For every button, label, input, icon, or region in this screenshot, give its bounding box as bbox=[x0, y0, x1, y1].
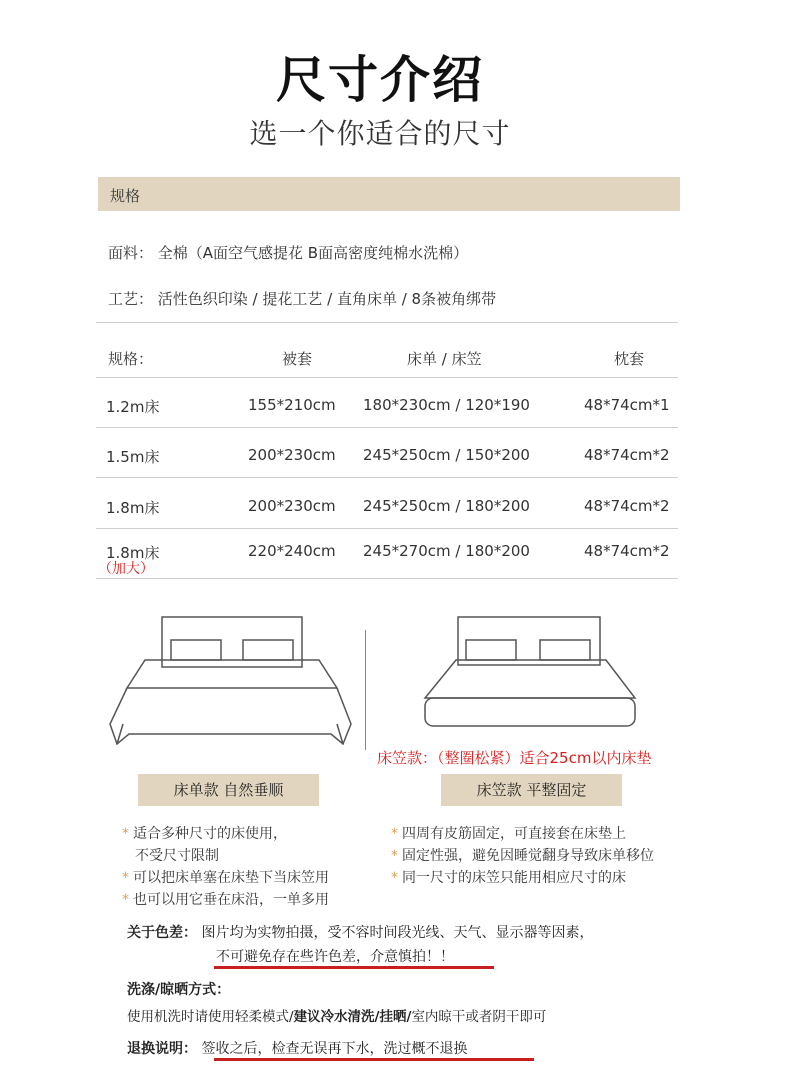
spec-header-bar bbox=[98, 177, 680, 211]
flat-sheet-bed-illustration bbox=[105, 612, 355, 752]
return-underline bbox=[214, 1058, 534, 1061]
color-note-label: 关于色差： bbox=[127, 925, 197, 941]
fitted-sheet-caption: 床笠款 平整固定 bbox=[441, 774, 622, 806]
flat-sheet-caption: 床单款 自然垂顺 bbox=[138, 774, 319, 806]
list-item: * 同一尺寸的床笠只能用相应尺寸的床 bbox=[391, 870, 626, 886]
list-item: * 固定性强，避免因睡觉翻身导致床单移位 bbox=[391, 848, 654, 864]
color-note bbox=[127, 922, 593, 942]
row-duvet: 200*230cm bbox=[248, 497, 336, 515]
table-header-sheet: 床单 / 床笠 bbox=[407, 350, 482, 368]
return-text: 签收之后，检查无误再下水，洗过概不退换 bbox=[201, 1041, 468, 1057]
list-item: 不受尺寸限制 bbox=[135, 848, 219, 864]
row-size: 1.5m床 bbox=[106, 448, 160, 466]
row-pillow: 48*74cm*1 bbox=[584, 396, 670, 414]
fabric-info: 面料： 全棉（A面空气感提花 B面高密度纯棉水洗棉） bbox=[108, 244, 469, 262]
asterisk-icon: * bbox=[391, 826, 398, 842]
fitted-sheet-bed-illustration bbox=[420, 612, 645, 732]
asterisk-icon: * bbox=[391, 870, 398, 886]
row-size-note: （加大） bbox=[98, 561, 154, 577]
divider bbox=[96, 477, 678, 478]
row-sheet: 180*230cm / 120*190 bbox=[363, 396, 530, 414]
list-item: * 也可以用它垂在床沿，一单多用 bbox=[122, 892, 329, 908]
page-title: 尺寸介绍 bbox=[276, 51, 484, 109]
divider bbox=[365, 630, 366, 750]
row-size: 1.8m床 bbox=[106, 544, 160, 562]
fitted-sheet-note: 床笠款：（整圈松紧）适合25cm以内床垫 bbox=[377, 749, 652, 767]
row-duvet: 155*210cm bbox=[248, 396, 336, 414]
color-note-text: 图片均为实物拍摄，受不容时间段光线、天气、显示器等因素， bbox=[201, 925, 594, 941]
row-pillow: 48*74cm*2 bbox=[584, 497, 670, 515]
row-size: 1.8m床 bbox=[106, 499, 160, 517]
row-pillow: 48*74cm*2 bbox=[584, 542, 670, 560]
wash-label: 洗涤/晾晒方式： bbox=[127, 982, 231, 998]
divider bbox=[96, 427, 678, 428]
divider bbox=[96, 377, 678, 378]
return-label: 退换说明： bbox=[127, 1041, 197, 1057]
asterisk-icon: * bbox=[122, 892, 129, 908]
color-warning: 不可避免存在些许色差，介意慎拍！！ bbox=[216, 949, 454, 965]
wash-text: 使用机洗时请使用轻柔模式/建议冷水清洗/挂晒/室内晾干或者阴干即可 bbox=[127, 1009, 547, 1025]
row-sheet: 245*250cm / 150*200 bbox=[363, 446, 530, 464]
list-item: * 适合多种尺寸的床使用， bbox=[122, 826, 287, 842]
row-pillow: 48*74cm*2 bbox=[584, 446, 670, 464]
table-header-duvet: 被套 bbox=[282, 350, 313, 368]
row-duvet: 220*240cm bbox=[248, 542, 336, 560]
row-duvet: 200*230cm bbox=[248, 446, 336, 464]
page-subtitle: 选一个你适合的尺寸 bbox=[249, 117, 511, 150]
divider bbox=[96, 528, 678, 529]
row-size: 1.2m床 bbox=[106, 398, 160, 416]
table-header-size: 规格： bbox=[108, 350, 154, 368]
list-item: * 四周有皮筋固定，可直接套在床垫上 bbox=[391, 826, 626, 842]
asterisk-icon: * bbox=[122, 870, 129, 886]
divider bbox=[96, 322, 678, 323]
list-item: * 可以把床单塞在床垫下当床笠用 bbox=[122, 870, 329, 886]
warning-underline bbox=[214, 966, 494, 969]
spec-bar-label: 规格 bbox=[110, 187, 141, 205]
asterisk-icon: * bbox=[391, 848, 398, 864]
craft-info: 工艺： 活性色织印染 / 提花工艺 / 直角床单 / 8条被角绑带 bbox=[108, 290, 497, 308]
return-note bbox=[127, 1038, 467, 1058]
divider bbox=[96, 578, 678, 579]
row-sheet: 245*270cm / 180*200 bbox=[363, 542, 530, 560]
table-header-pillow: 枕套 bbox=[614, 350, 645, 368]
row-sheet: 245*250cm / 180*200 bbox=[363, 497, 530, 515]
asterisk-icon: * bbox=[122, 826, 129, 842]
